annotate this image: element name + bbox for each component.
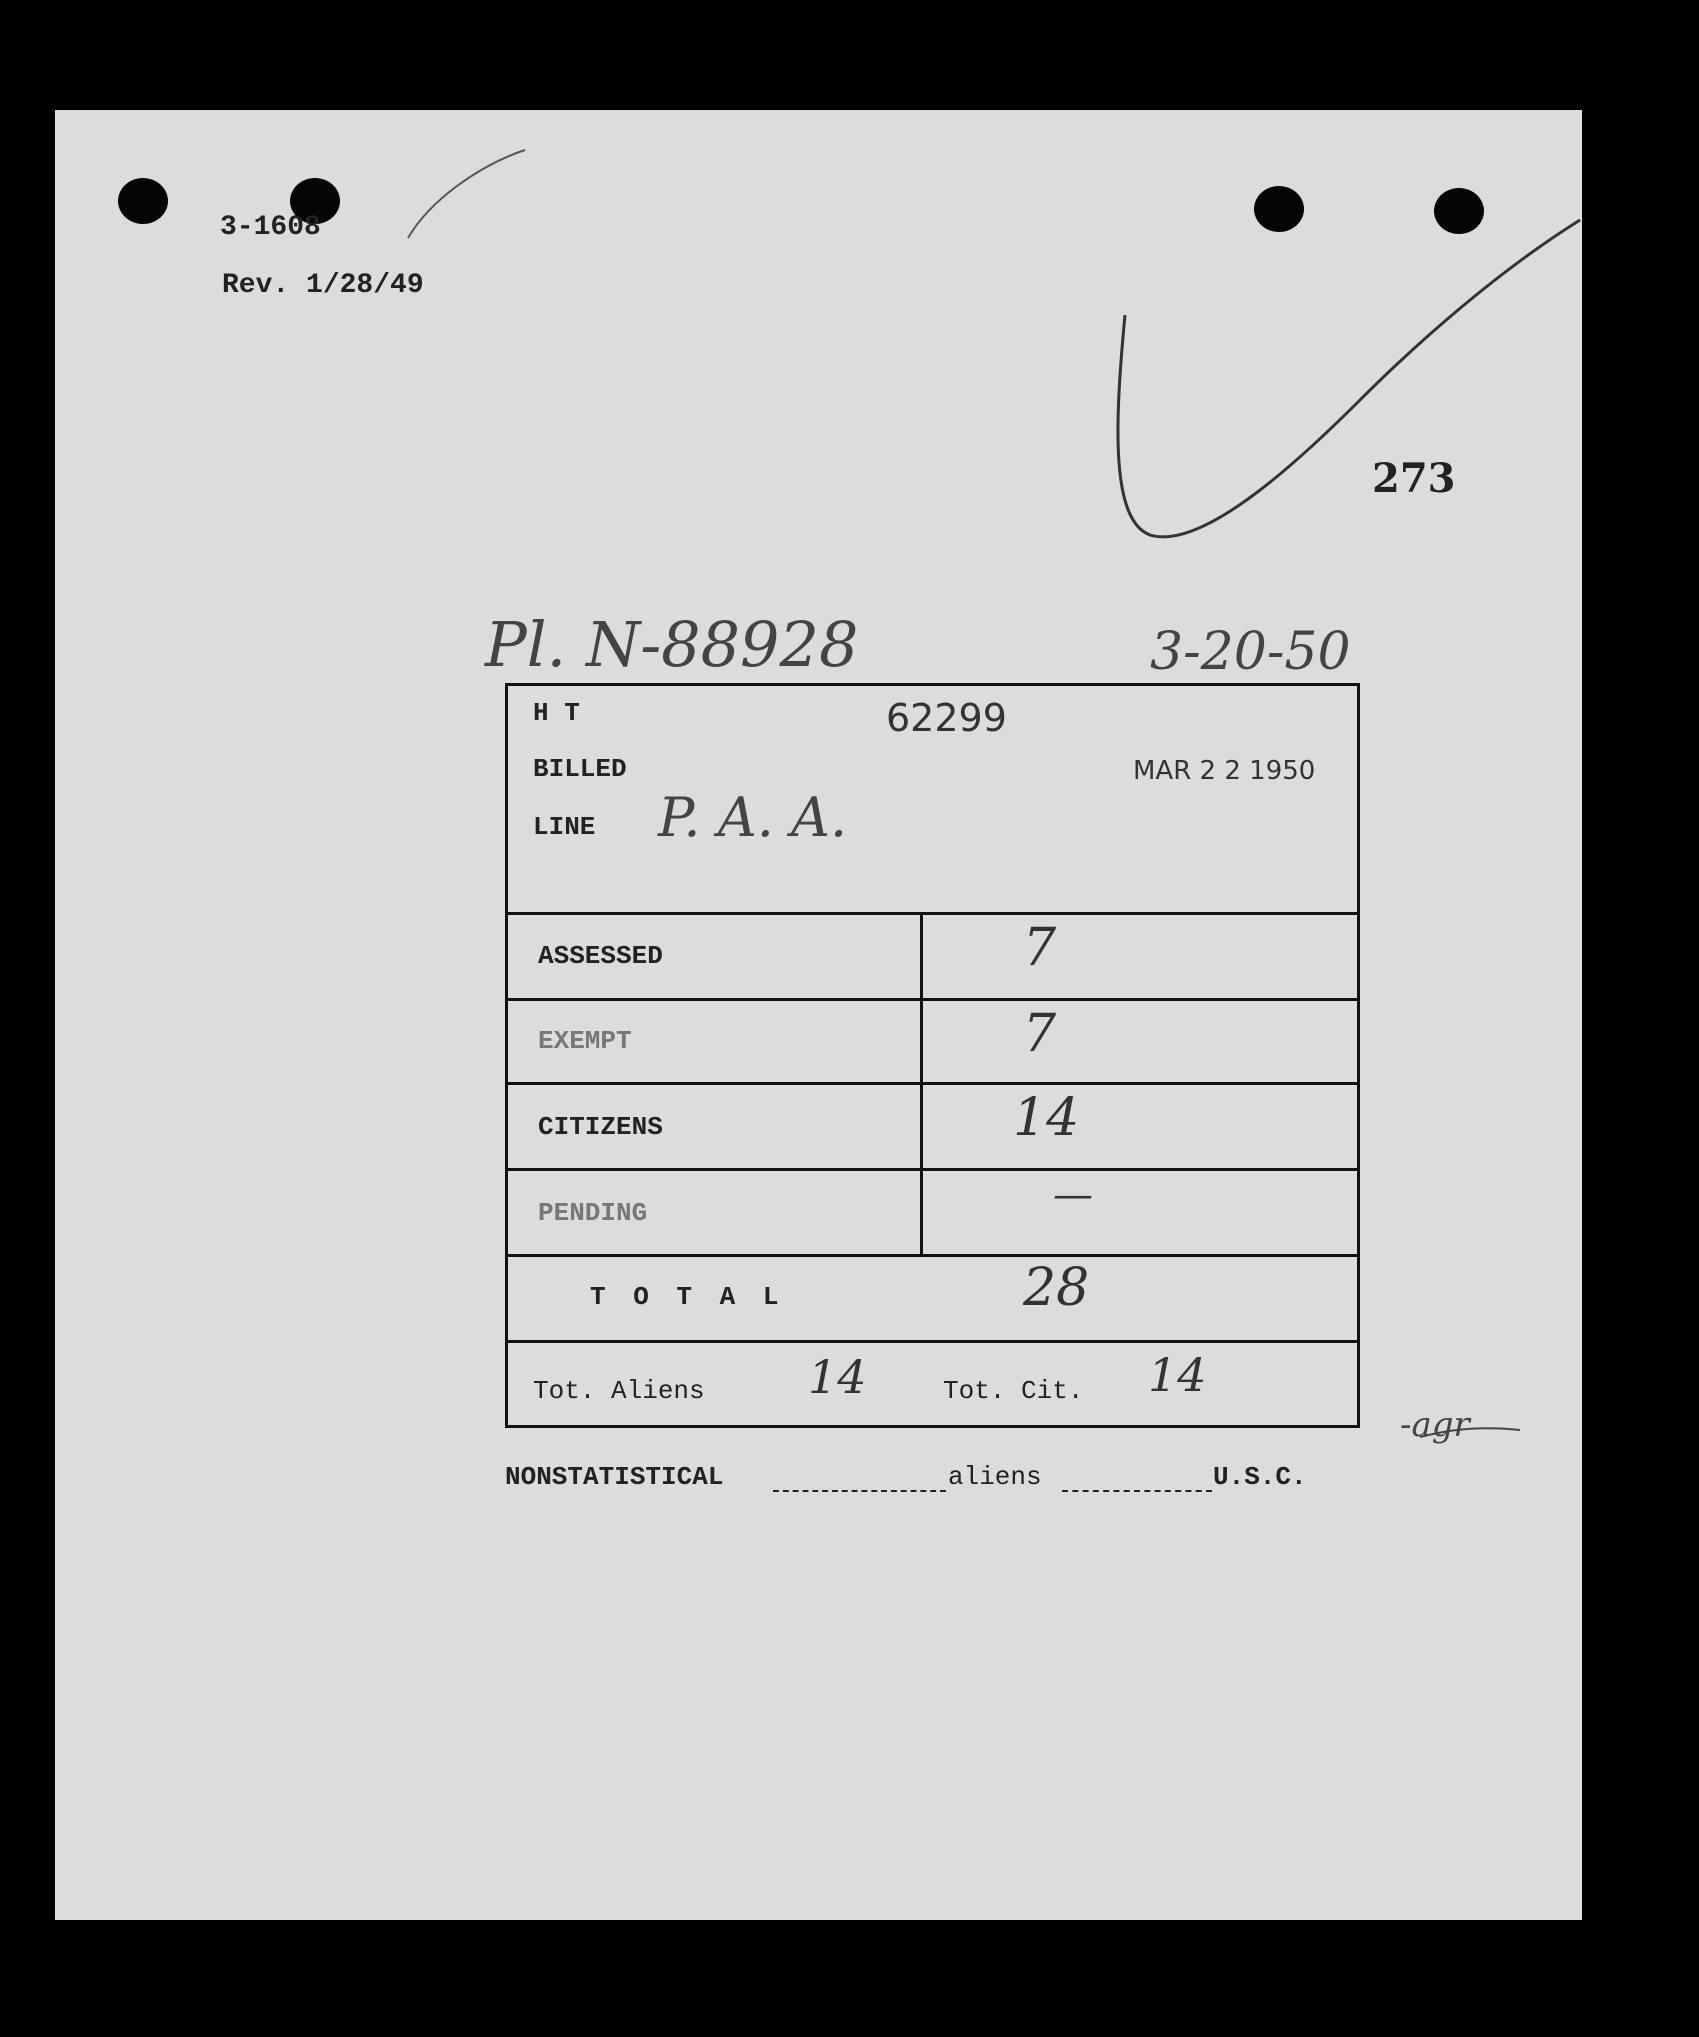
divider bbox=[508, 1082, 1357, 1085]
total-aliens-value: 14 bbox=[808, 1350, 867, 1404]
divider bbox=[508, 912, 1357, 915]
ht-label: H T bbox=[533, 698, 580, 728]
form-revision: Rev. 1/28/49 bbox=[222, 270, 424, 301]
handwritten-initials: -agr bbox=[1400, 1405, 1470, 1445]
row-value-citizens: 14 bbox=[1013, 1088, 1080, 1148]
divider bbox=[508, 998, 1357, 1001]
row-label-citizens: CITIZENS bbox=[538, 1112, 663, 1142]
handwritten-date: 3-20-50 bbox=[1150, 622, 1351, 682]
page-number: 273 bbox=[1372, 455, 1456, 502]
divider bbox=[508, 1168, 1357, 1171]
aliens-label: aliens bbox=[948, 1462, 1042, 1492]
total-aliens-label: Tot. Aliens bbox=[533, 1376, 705, 1406]
nonstatistical-label: NONSTATISTICAL bbox=[505, 1462, 724, 1492]
billed-date-stamp: MAR 2 2 1950 bbox=[1133, 756, 1316, 786]
row-label-assessed: ASSESSED bbox=[538, 941, 663, 971]
summary-form bbox=[505, 683, 1360, 1428]
total-label: T O T A L bbox=[590, 1282, 785, 1312]
row-value-assessed: 7 bbox=[1023, 918, 1057, 978]
divider bbox=[508, 1340, 1357, 1343]
row-label-pending: PENDING bbox=[538, 1198, 648, 1228]
form-number: 3-1608 bbox=[220, 212, 321, 243]
row-value-exempt: 7 bbox=[1023, 1004, 1057, 1064]
total-value: 28 bbox=[1023, 1258, 1090, 1318]
row-label-exempt: EXEMPT bbox=[538, 1026, 632, 1056]
divider bbox=[508, 1254, 1357, 1257]
handwritten-vessel: Pl. N-88928 bbox=[485, 608, 859, 681]
billed-label: BILLED bbox=[533, 754, 627, 784]
line-value: P. A. A. bbox=[658, 786, 848, 849]
nonstatistical-blank bbox=[773, 1490, 946, 1492]
aliens-blank bbox=[1062, 1490, 1212, 1492]
column-divider bbox=[920, 912, 923, 1254]
ht-number: 62299 bbox=[886, 696, 1007, 740]
total-citizens-label: Tot. Cit. bbox=[943, 1376, 1084, 1406]
total-citizens-value: 14 bbox=[1148, 1348, 1207, 1402]
usc-label: U.S.C. bbox=[1213, 1462, 1307, 1492]
line-label: LINE bbox=[533, 812, 596, 842]
row-value-pending: — bbox=[1053, 1172, 1093, 1218]
